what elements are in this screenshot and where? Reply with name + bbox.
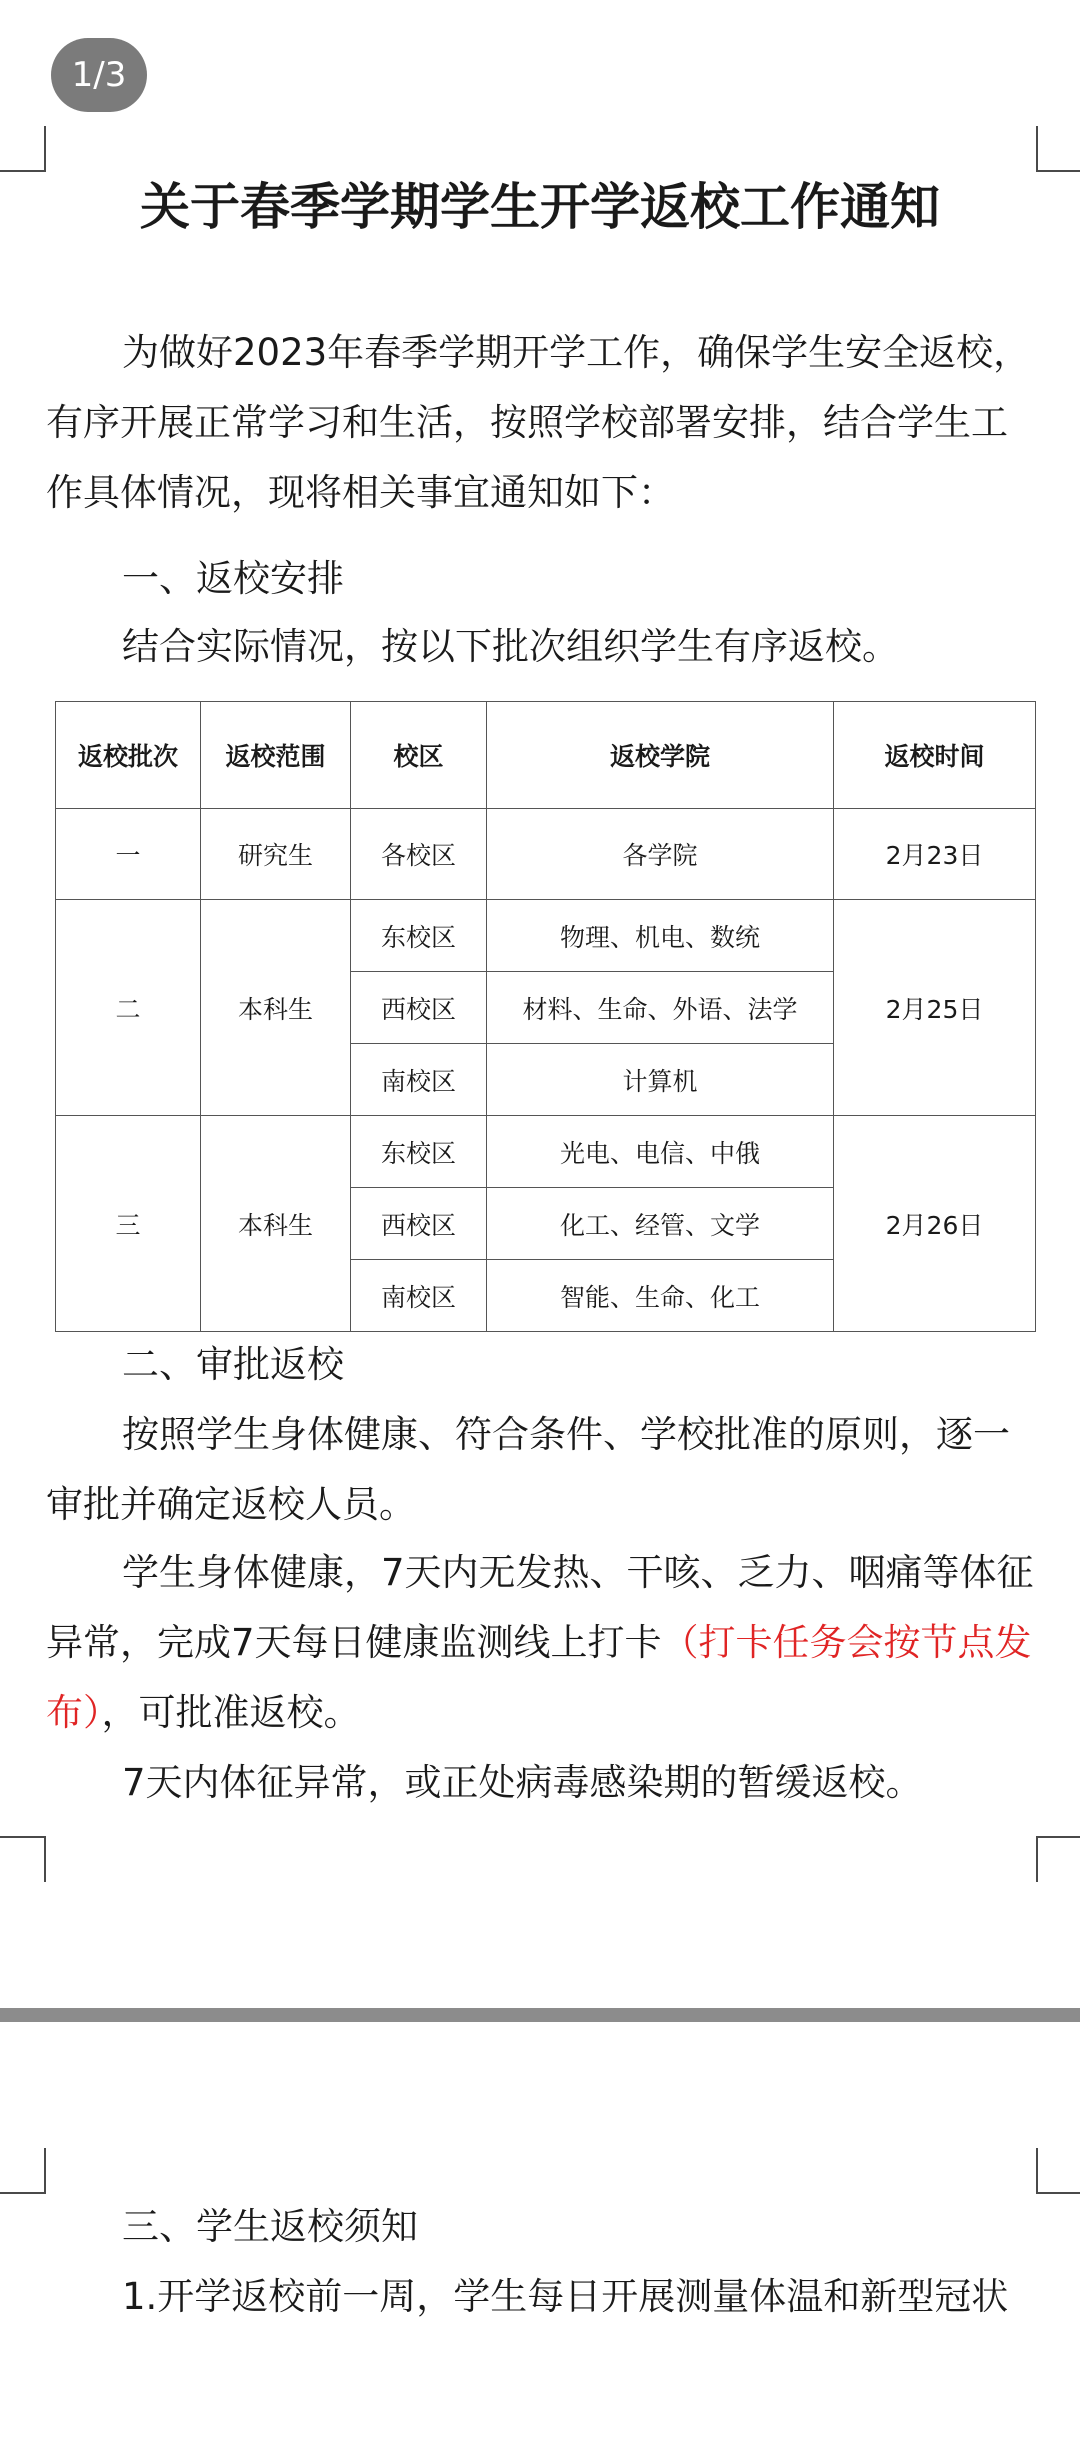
table-header: 返校时间 xyxy=(834,702,1036,809)
section2-paragraph-2 xyxy=(46,1538,1036,1748)
campus-cell: 东校区 xyxy=(351,1116,487,1188)
table-header: 返校学院 xyxy=(487,702,834,809)
table-header: 返校批次 xyxy=(56,702,201,809)
batch-cell: 一 xyxy=(56,809,201,900)
scope-cell: 本科生 xyxy=(201,1116,351,1332)
campus-cell: 南校区 xyxy=(351,1260,487,1332)
college-cell: 各学院 xyxy=(487,809,834,900)
date-cell: 2月23日 xyxy=(834,809,1036,900)
section3-item-1: 1.开学返校前一周，学生每日开展测量体温和新型冠状 xyxy=(122,2275,1009,2318)
college-cell: 材料、生命、外语、法学 xyxy=(487,972,834,1044)
college-cell: 光电、电信、中俄 xyxy=(487,1116,834,1188)
college-cell: 化工、经管、文学 xyxy=(487,1188,834,1260)
section2-paragraph-2-end: ，可批准返校。 xyxy=(101,1691,361,1734)
date-cell: 2月25日 xyxy=(834,900,1036,1116)
section1-text: 结合实际情况，按以下批次组织学生有序返校。 xyxy=(122,625,899,668)
campus-cell: 东校区 xyxy=(351,900,487,972)
table-row xyxy=(56,809,1036,900)
page-corner-mark-top-right xyxy=(1036,126,1080,172)
checkin-note-highlight: （打卡任务会按节点发布） xyxy=(46,1621,1032,1734)
page-indicator-badge: 1/3 xyxy=(51,38,147,112)
intro-paragraph: 为做好2023年春季学期开学工作，确保学生安全返校，有序开展正常学习和生活，按照学校部署安排，结合学生工作具体情况，现将相关事宜通知如下： xyxy=(46,331,1031,514)
page2-corner-mark-top-left xyxy=(0,2148,46,2194)
section2-paragraph-3: 7天内体征异常，或正处病毒感染期的暂缓返校。 xyxy=(122,1761,923,1804)
section2-paragraph-1: 按照学生身体健康、符合条件、学校批准的原则，逐一审批并确定返校人员。 xyxy=(46,1413,1010,1526)
page2-corner-mark-top-right xyxy=(1036,2148,1080,2194)
table-header: 校区 xyxy=(351,702,487,809)
section2-paragraph-2-text: 学生身体健康，7天内无发热、干咳、乏力、咽痛等体征异常，完成7天每日健康监测线上打卡 xyxy=(46,1551,1034,1664)
page-divider xyxy=(0,2008,1080,2022)
scope-cell: 研究生 xyxy=(201,809,351,900)
page-corner-mark-top-left xyxy=(0,126,46,172)
date-cell: 2月26日 xyxy=(834,1116,1036,1332)
campus-cell: 西校区 xyxy=(351,972,487,1044)
scope-cell: 本科生 xyxy=(201,900,351,1116)
section3-heading: 三、学生返校须知 xyxy=(122,2205,418,2248)
table-row xyxy=(56,1116,1036,1188)
return-schedule-table xyxy=(55,701,1036,1332)
campus-cell: 各校区 xyxy=(351,809,487,900)
campus-cell: 西校区 xyxy=(351,1188,487,1260)
section1-heading: 一、返校安排 xyxy=(122,557,344,600)
college-cell: 智能、生命、化工 xyxy=(487,1260,834,1332)
table-header: 返校范围 xyxy=(201,702,351,809)
document-title: 关于春季学期学生开学返校工作通知 xyxy=(140,178,940,236)
page-corner-mark-bottom-right xyxy=(1036,1836,1080,1882)
page-corner-mark-bottom-left xyxy=(0,1836,46,1882)
table-row xyxy=(56,900,1036,972)
batch-cell: 二 xyxy=(56,900,201,1116)
college-cell: 计算机 xyxy=(487,1044,834,1116)
section2-heading: 二、审批返校 xyxy=(122,1343,344,1386)
college-cell: 物理、机电、数统 xyxy=(487,900,834,972)
campus-cell: 南校区 xyxy=(351,1044,487,1116)
batch-cell: 三 xyxy=(56,1116,201,1332)
